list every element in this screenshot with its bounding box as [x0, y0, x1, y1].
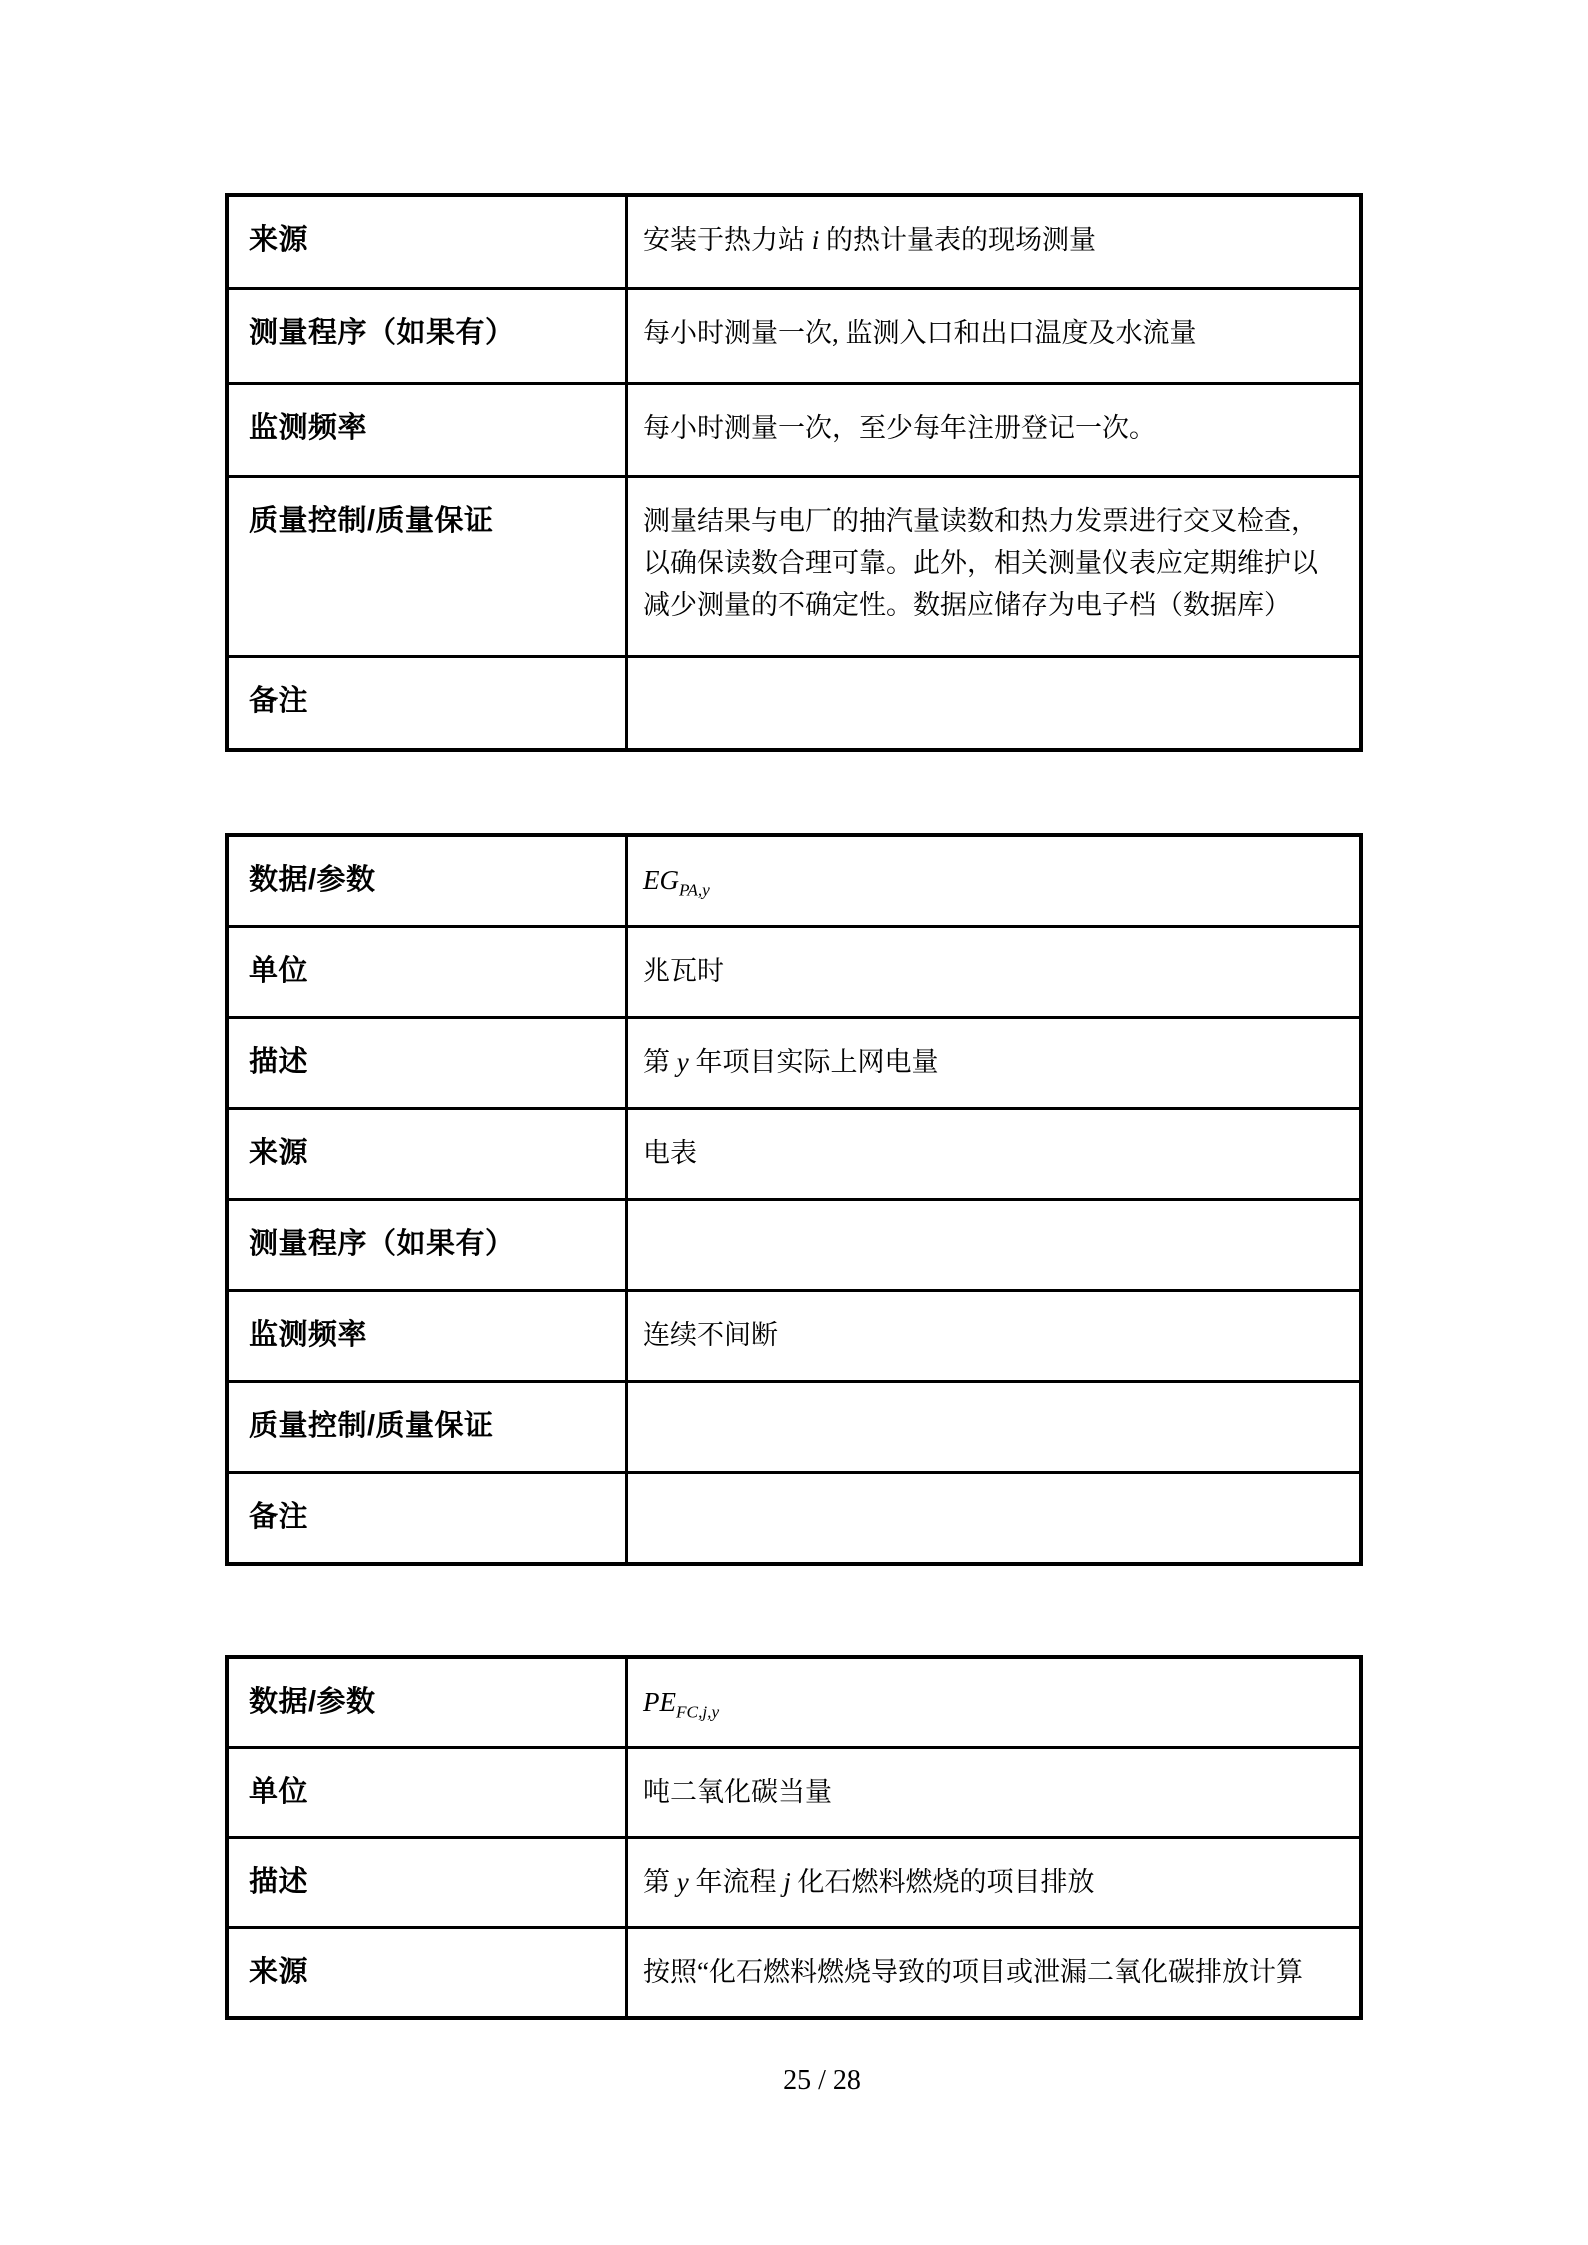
param-value: 测量结果与电厂的抽汽量读数和热力发票进行交叉检查， 以确保读数合理可靠。此外，相关测量仪表应定期维护以 减少测量的不确定性。数据应储存为电子档（数据库） — [643, 506, 1318, 620]
table-row — [229, 475, 1359, 655]
param-label-cell — [229, 1383, 628, 1471]
param-label-cell — [229, 197, 628, 287]
table-row — [229, 1380, 1359, 1471]
param-label-cell — [229, 1474, 628, 1562]
table-row — [229, 655, 1359, 748]
table-row — [229, 837, 1359, 925]
parameter-table-heat-measurement — [225, 193, 1363, 752]
param-value-cell — [628, 385, 1359, 475]
param-label-cell — [229, 1749, 628, 1836]
param-value-cell — [628, 928, 1359, 1016]
param-label-cell — [229, 1292, 628, 1380]
param-value-cell — [628, 658, 1359, 748]
param-label: 来源 — [249, 1137, 309, 1169]
param-label-cell — [229, 658, 628, 748]
param-value-cell — [628, 1292, 1359, 1380]
table-row — [229, 925, 1359, 1016]
param-label: 数据/参数 — [249, 1686, 376, 1718]
param-value-cell — [628, 197, 1359, 287]
param-label-cell — [229, 290, 628, 382]
param-label: 测量程序（如果有） — [249, 317, 515, 349]
param-value-cell — [628, 837, 1359, 925]
parameter-table-eg-pa-y — [225, 833, 1363, 1566]
param-label-cell — [229, 928, 628, 1016]
param-label-cell — [229, 1201, 628, 1289]
param-value: 安装于热力站 i 的热计量表的现场测量 — [643, 225, 1097, 255]
param-value-cell — [628, 1474, 1359, 1562]
table-row — [229, 1289, 1359, 1380]
param-label: 单位 — [249, 1776, 309, 1808]
param-value: 每小时测量一次，至少每年注册登记一次。 — [643, 413, 1156, 443]
param-value: 电表 — [643, 1138, 697, 1168]
table-row — [229, 1198, 1359, 1289]
param-value-cell — [628, 290, 1359, 382]
param-value: 按照“化石燃料燃烧导致的项目或泄漏二氧化碳排放计算 — [643, 1957, 1303, 1987]
param-value-cell — [628, 1839, 1359, 1926]
param-value: 吨二氧化碳当量 — [643, 1777, 832, 1807]
param-value: 第 y 年流程 j 化石燃料燃烧的项目排放 — [643, 1867, 1095, 1897]
table-row — [229, 1107, 1359, 1198]
param-value-cell — [628, 1749, 1359, 1836]
param-label-cell — [229, 478, 628, 655]
param-label-cell — [229, 837, 628, 925]
table-row — [229, 287, 1359, 382]
param-label: 备注 — [249, 1501, 309, 1533]
param-label: 描述 — [249, 1866, 309, 1898]
param-label-cell — [229, 1839, 628, 1926]
param-label: 来源 — [249, 224, 309, 256]
param-value: $PE_{FC,j,y}$ — [643, 1687, 720, 1722]
table-row — [229, 1659, 1359, 1746]
param-label: 单位 — [249, 955, 309, 987]
param-label: 备注 — [249, 685, 309, 717]
param-value-cell — [628, 478, 1359, 655]
param-label-cell — [229, 1659, 628, 1746]
param-label-cell — [229, 1929, 628, 2016]
param-value: 兆瓦时 — [643, 956, 724, 986]
table-row — [229, 1746, 1359, 1836]
parameter-table-pe-fc-j-y — [225, 1655, 1363, 2020]
param-value: $EG_{PA,y}$ — [643, 865, 710, 900]
param-value-cell — [628, 1110, 1359, 1198]
param-label: 来源 — [249, 1956, 309, 1988]
param-label-cell — [229, 1110, 628, 1198]
table-row — [229, 1471, 1359, 1562]
param-label-cell — [229, 385, 628, 475]
param-value-cell — [628, 1929, 1359, 2016]
param-value-cell — [628, 1659, 1359, 1746]
page-number: 25 / 28 — [783, 2065, 861, 2096]
param-value: 连续不间断 — [643, 1320, 778, 1350]
param-label: 数据/参数 — [249, 864, 376, 896]
table-row — [229, 1926, 1359, 2016]
table-row — [229, 1836, 1359, 1926]
param-label: 测量程序（如果有） — [249, 1228, 515, 1260]
param-label-cell — [229, 1019, 628, 1107]
param-value: 第 y 年项目实际上网电量 — [643, 1047, 939, 1077]
param-value: 每小时测量一次, 监测入口和出口温度及水流量 — [643, 318, 1197, 348]
table-row — [229, 1016, 1359, 1107]
param-value-cell — [628, 1019, 1359, 1107]
param-label: 描述 — [249, 1046, 309, 1078]
param-label: 质量控制/质量保证 — [249, 1410, 494, 1442]
param-label: 监测频率 — [249, 412, 368, 444]
param-label: 监测频率 — [249, 1319, 368, 1351]
param-label: 质量控制/质量保证 — [249, 505, 494, 537]
param-value-cell — [628, 1383, 1359, 1471]
table-row — [229, 382, 1359, 475]
table-row — [229, 197, 1359, 287]
param-value-cell — [628, 1201, 1359, 1289]
